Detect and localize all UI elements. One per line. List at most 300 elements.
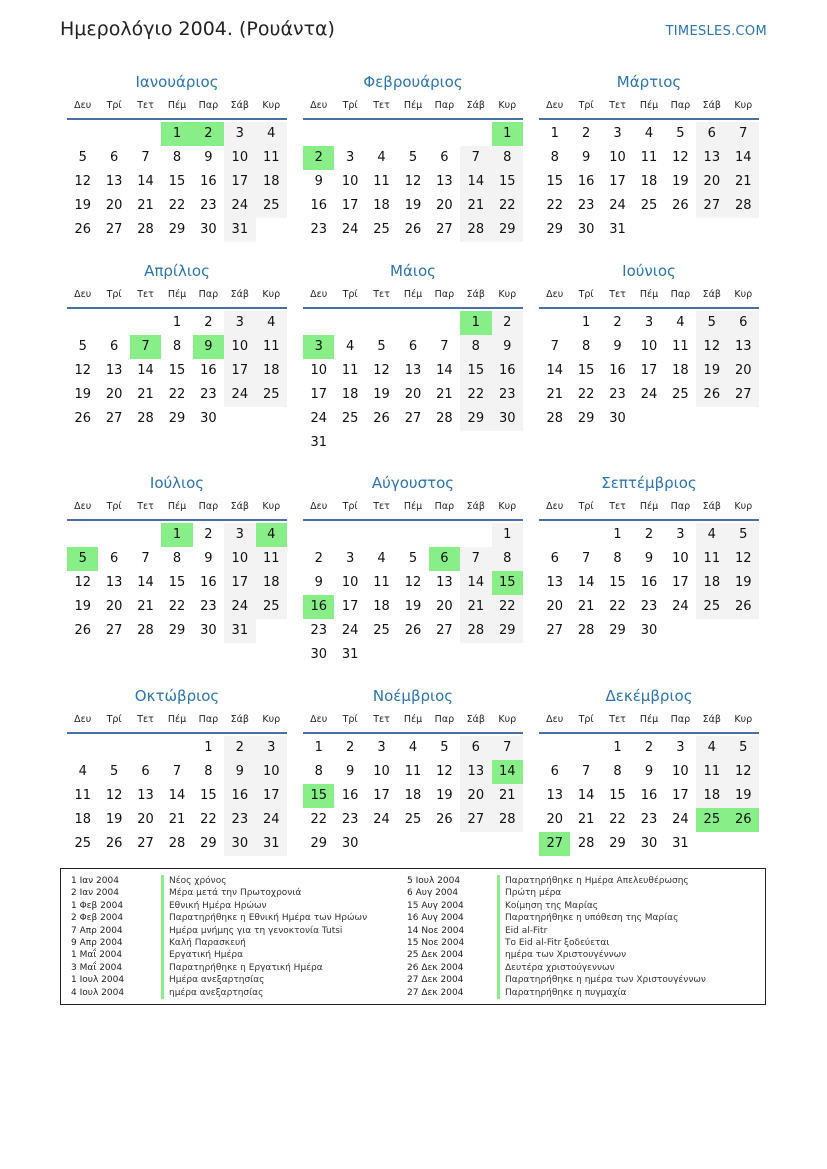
day-cell: 24 <box>672 812 689 827</box>
week-row <box>539 547 759 571</box>
day-cell: 26 <box>728 808 759 832</box>
day-cell: 19 <box>74 599 91 614</box>
day-cell: 9 <box>193 335 224 359</box>
holiday-date: 25 Δεκ 2004 <box>407 950 464 961</box>
day-cell: 27 <box>404 411 422 426</box>
weekday-header <box>539 495 759 521</box>
weekday-label: Τετ <box>137 501 154 512</box>
empty-cell <box>366 643 397 667</box>
day-cell: 30 <box>200 623 217 638</box>
day-cell: 14 <box>436 363 453 378</box>
day-cell: 15 <box>609 575 626 590</box>
day-cell: 5 <box>78 150 87 165</box>
day-cell: 27 <box>105 411 123 426</box>
day-cell: 3 <box>644 315 654 330</box>
week-row <box>303 146 523 170</box>
holiday-name: Δευτέρα χριστούγεννων <box>497 962 615 974</box>
day-cell: 2 <box>644 527 654 542</box>
month-calendar <box>67 471 287 643</box>
week-row <box>303 194 523 218</box>
day-cell: 13 <box>436 174 453 189</box>
day-cell: 22 <box>168 387 186 402</box>
day-cell: 15 <box>492 170 523 194</box>
day-cell: 6 <box>141 764 150 779</box>
day-cell: 5 <box>78 339 87 354</box>
day-cell: 15 <box>303 784 334 808</box>
day-cell: 1 <box>161 523 192 547</box>
day-cell: 25 <box>672 387 689 402</box>
month-name: Μάρτιος <box>616 73 682 91</box>
day-cell: 7 <box>130 335 161 359</box>
holiday-row <box>407 887 706 899</box>
day-cell: 5 <box>408 551 418 566</box>
empty-cell <box>665 407 696 431</box>
empty-cell <box>397 832 428 856</box>
day-cell: 29 <box>168 623 186 638</box>
day-cell: 11 <box>341 363 359 378</box>
holiday-name: Παρατηρήθηκε η Εργατική Ημέρα <box>161 962 323 974</box>
weekday-label: Δευ <box>74 501 92 512</box>
day-cell: 5 <box>109 764 119 779</box>
day-cell: 21 <box>137 599 154 614</box>
holiday-name: Κοίμηση της Μαρίας <box>497 900 598 912</box>
empty-cell <box>460 431 491 455</box>
week-row <box>539 194 759 218</box>
day-cell: 23 <box>310 222 327 237</box>
day-cell: 3 <box>377 740 386 755</box>
day-cell: 16 <box>200 174 217 189</box>
weekday-header <box>303 94 523 120</box>
weekday-label: Τρί <box>578 714 594 725</box>
weekday-label: Κυρ <box>498 714 517 725</box>
day-cell: 13 <box>546 575 563 590</box>
day-cell: 24 <box>341 623 359 638</box>
day-cell: 14 <box>168 788 186 803</box>
week-row <box>67 832 287 856</box>
weekday-label: Παρ <box>434 501 455 512</box>
holiday-date: 26 Δεκ 2004 <box>407 962 464 973</box>
empty-cell <box>696 407 727 431</box>
day-cell: 16 <box>492 359 523 383</box>
day-cell: 30 <box>200 222 217 237</box>
day-cell: 24 <box>341 222 359 237</box>
day-cell: 24 <box>310 411 327 426</box>
day-cell: 25 <box>256 383 287 407</box>
week-row <box>67 122 287 146</box>
day-cell: 26 <box>672 198 689 213</box>
empty-cell <box>256 218 287 242</box>
day-cell: 10 <box>672 551 689 566</box>
day-cell: 16 <box>224 784 255 808</box>
weekday-label: Τετ <box>373 289 390 300</box>
weekday-label: Παρ <box>670 714 691 725</box>
day-cell: 13 <box>696 146 727 170</box>
weekday-label: Δευ <box>310 100 328 111</box>
holiday-name: Μέρα μετά την Πρωτοχρονιά <box>161 887 301 899</box>
empty-cell <box>303 311 334 335</box>
week-row <box>303 736 523 760</box>
day-cell: 30 <box>310 647 327 662</box>
day-cell: 4 <box>696 523 727 547</box>
month-name: Απρίλιος <box>144 262 210 280</box>
day-cell: 19 <box>74 198 91 213</box>
empty-cell <box>397 643 428 667</box>
weekday-label: Παρ <box>198 501 219 512</box>
day-cell: 25 <box>256 595 287 619</box>
empty-cell <box>334 311 365 335</box>
day-cell: 29 <box>492 619 523 643</box>
weekday-label: Πέμ <box>167 289 187 300</box>
day-cell: 11 <box>256 335 287 359</box>
day-cell: 8 <box>581 339 591 354</box>
week-row <box>67 407 287 431</box>
week-row <box>303 359 523 383</box>
holiday-row <box>407 900 706 912</box>
day-cell: 15 <box>577 363 595 378</box>
day-cell: 21 <box>168 812 186 827</box>
weekday-label: Πέμ <box>403 501 423 512</box>
empty-cell <box>161 736 192 760</box>
day-cell: 27 <box>436 222 453 237</box>
day-cell: 24 <box>256 808 287 832</box>
day-cell: 20 <box>436 599 453 614</box>
weekday-label: Τρί <box>106 100 122 111</box>
day-cell: 1 <box>581 315 591 330</box>
weekday-header <box>67 708 287 734</box>
day-cell: 5 <box>67 547 98 571</box>
day-cell: 18 <box>256 571 287 595</box>
weekday-header <box>67 94 287 120</box>
week-row <box>67 571 287 595</box>
month-name: Σεπτέμβριος <box>601 474 697 492</box>
day-cell: 29 <box>200 836 217 851</box>
weekday-label: Πέμ <box>639 100 659 111</box>
month-name: Αύγουστος <box>371 474 455 492</box>
holiday-date: 5 Ιουλ 2004 <box>407 876 461 886</box>
day-cell: 9 <box>492 335 523 359</box>
day-cell: 4 <box>377 150 386 165</box>
day-cell: 14 <box>577 575 595 590</box>
weekday-label: Τρί <box>106 289 122 300</box>
empty-cell <box>429 643 460 667</box>
day-cell: 1 <box>460 311 491 335</box>
day-cell: 20 <box>728 359 759 383</box>
day-cell: 6 <box>109 150 119 165</box>
day-cell: 9 <box>613 339 622 354</box>
day-cell: 11 <box>256 547 287 571</box>
day-cell: 1 <box>172 315 182 330</box>
day-cell: 13 <box>137 788 154 803</box>
month-calendar <box>539 259 759 431</box>
day-cell: 5 <box>728 736 759 760</box>
weekday-label: Παρ <box>434 100 455 111</box>
day-cell: 8 <box>172 339 182 354</box>
holiday-name: ημέρα των Χριστουγέννων <box>497 949 626 961</box>
day-cell: 30 <box>577 222 595 237</box>
day-cell: 6 <box>696 122 727 146</box>
weekday-label: Τρί <box>342 100 358 111</box>
day-cell: 4 <box>696 736 727 760</box>
week-row <box>303 547 523 571</box>
holiday-date: 9 Απρ 2004 <box>71 937 123 948</box>
week-row <box>303 170 523 194</box>
empty-cell <box>303 122 334 146</box>
day-cell: 22 <box>168 599 186 614</box>
holiday-name: Παρατηρήθηκε η υπόθεση της Μαρίας <box>497 912 678 924</box>
empty-cell <box>67 311 98 335</box>
week-row <box>303 643 523 667</box>
holiday-date: 1 Ιαν 2004 <box>71 876 119 886</box>
day-cell: 26 <box>74 222 91 237</box>
holiday-list <box>60 868 766 1005</box>
weekday-label: Πέμ <box>639 501 659 512</box>
day-cell: 15 <box>168 363 186 378</box>
day-cell: 11 <box>373 575 390 590</box>
week-row <box>67 736 287 760</box>
empty-cell <box>224 407 255 431</box>
day-cell: 17 <box>373 788 390 803</box>
empty-cell <box>397 122 428 146</box>
day-cell: 27 <box>546 623 563 638</box>
holiday-date: 3 Μαΐ 2004 <box>71 962 123 973</box>
day-cell: 25 <box>404 812 422 827</box>
month-calendar <box>303 471 523 667</box>
day-cell: 4 <box>256 311 287 335</box>
site-link[interactable]: TIMESLES.COM <box>665 24 767 39</box>
day-cell: 8 <box>172 150 182 165</box>
weekday-label: Τετ <box>609 100 626 111</box>
weekday-label: Τρί <box>578 100 594 111</box>
day-cell: 13 <box>105 363 123 378</box>
day-cell: 15 <box>200 788 217 803</box>
day-cell: 24 <box>373 812 390 827</box>
day-cell: 5 <box>696 311 727 335</box>
week-row <box>303 832 523 856</box>
day-cell: 9 <box>314 174 323 189</box>
weekday-label: Τετ <box>137 714 154 725</box>
day-cell: 29 <box>460 407 491 431</box>
day-cell: 31 <box>224 619 255 643</box>
day-cell: 7 <box>172 764 182 779</box>
holiday-row <box>71 875 367 887</box>
day-cell: 7 <box>550 339 559 354</box>
empty-cell <box>633 407 664 431</box>
weekday-label: Τρί <box>342 501 358 512</box>
weekday-label: Κυρ <box>498 100 517 111</box>
day-cell: 6 <box>109 339 119 354</box>
week-row <box>539 383 759 407</box>
holiday-row <box>71 937 367 949</box>
weekday-label: Τετ <box>373 100 390 111</box>
day-cell: 20 <box>137 812 154 827</box>
day-cell: 21 <box>137 387 154 402</box>
day-cell: 22 <box>492 595 523 619</box>
empty-cell <box>130 311 161 335</box>
empty-cell <box>728 832 759 856</box>
empty-cell <box>539 736 570 760</box>
day-cell: 28 <box>137 222 154 237</box>
day-cell: 29 <box>609 623 626 638</box>
weekday-label: Παρ <box>434 714 455 725</box>
day-cell: 12 <box>74 363 91 378</box>
weekday-label: Σάβ <box>466 714 485 725</box>
day-cell: 28 <box>492 808 523 832</box>
week-row <box>303 335 523 359</box>
weekday-label: Σάβ <box>466 100 485 111</box>
day-cell: 18 <box>373 198 390 213</box>
day-cell: 25 <box>341 411 359 426</box>
day-cell: 28 <box>436 411 453 426</box>
day-cell: 13 <box>460 760 491 784</box>
week-row <box>539 311 759 335</box>
week-row <box>539 335 759 359</box>
day-cell: 13 <box>105 575 123 590</box>
day-cell: 19 <box>436 788 453 803</box>
day-cell: 7 <box>581 764 591 779</box>
day-cell: 20 <box>460 784 491 808</box>
day-cell: 2 <box>644 740 654 755</box>
day-cell: 1 <box>492 523 523 547</box>
day-cell: 14 <box>137 363 154 378</box>
day-cell: 12 <box>74 575 91 590</box>
week-row <box>539 218 759 242</box>
day-cell: 17 <box>672 575 689 590</box>
day-cell: 6 <box>440 150 449 165</box>
day-cell: 10 <box>373 764 390 779</box>
holiday-name: Πρώτη μέρα <box>497 887 561 899</box>
day-cell: 30 <box>640 623 658 638</box>
weekday-label: Κυρ <box>262 714 281 725</box>
month-calendar <box>303 70 523 242</box>
day-cell: 24 <box>224 383 255 407</box>
day-cell: 10 <box>609 150 626 165</box>
day-cell: 31 <box>310 435 327 450</box>
weekday-label: Τετ <box>373 714 390 725</box>
day-cell: 17 <box>224 170 255 194</box>
day-cell: 2 <box>303 146 334 170</box>
day-cell: 17 <box>341 599 359 614</box>
empty-cell <box>492 431 523 455</box>
day-cell: 22 <box>168 198 186 213</box>
empty-cell <box>492 643 523 667</box>
holiday-row <box>71 949 367 961</box>
day-cell: 31 <box>256 832 287 856</box>
weekday-label: Τετ <box>137 289 154 300</box>
weekday-label: Σάβ <box>702 714 721 725</box>
weekday-header <box>67 495 287 521</box>
day-cell: 6 <box>728 311 759 335</box>
week-row <box>539 619 759 643</box>
day-cell: 23 <box>224 808 255 832</box>
day-cell: 19 <box>696 359 727 383</box>
day-cell: 24 <box>609 198 626 213</box>
day-cell: 12 <box>696 335 727 359</box>
day-cell: 14 <box>546 363 563 378</box>
weekday-label: Σάβ <box>230 289 249 300</box>
day-cell: 10 <box>310 363 327 378</box>
day-cell: 16 <box>341 788 359 803</box>
day-cell: 15 <box>546 174 563 189</box>
holiday-row <box>71 962 367 974</box>
day-cell: 7 <box>581 551 591 566</box>
empty-cell <box>67 122 98 146</box>
empty-cell <box>98 736 129 760</box>
weekday-label: Δευ <box>546 714 564 725</box>
empty-cell <box>460 832 491 856</box>
day-cell: 30 <box>609 411 626 426</box>
day-cell: 17 <box>341 198 359 213</box>
day-cell: 28 <box>137 623 154 638</box>
day-cell: 17 <box>224 359 255 383</box>
day-cell: 4 <box>256 122 287 146</box>
day-cell: 16 <box>577 174 595 189</box>
day-cell: 17 <box>609 174 626 189</box>
empty-cell <box>67 523 98 547</box>
day-cell: 29 <box>492 218 523 242</box>
day-cell: 29 <box>168 222 186 237</box>
day-cell: 7 <box>460 547 491 571</box>
day-cell: 16 <box>640 575 658 590</box>
day-cell: 5 <box>728 523 759 547</box>
day-cell: 11 <box>696 760 727 784</box>
weekday-label: Παρ <box>198 289 219 300</box>
day-cell: 14 <box>460 170 491 194</box>
weekday-label: Σάβ <box>702 100 721 111</box>
weekday-label: Σάβ <box>466 289 485 300</box>
holiday-row <box>407 962 706 974</box>
day-cell: 16 <box>609 363 626 378</box>
day-cell: 5 <box>676 126 685 141</box>
weekday-label: Δευ <box>74 100 92 111</box>
week-row <box>303 595 523 619</box>
holiday-name: Παρατηρήθηκε η πυγμαχία <box>497 987 626 999</box>
day-cell: 11 <box>256 146 287 170</box>
day-cell: 23 <box>341 812 359 827</box>
holiday-name: Eid al-Fitr <box>497 925 547 937</box>
day-cell: 14 <box>492 760 523 784</box>
empty-cell <box>429 122 460 146</box>
empty-cell <box>130 523 161 547</box>
empty-cell <box>130 736 161 760</box>
day-cell: 9 <box>345 764 355 779</box>
day-cell: 6 <box>408 339 418 354</box>
day-cell: 2 <box>345 740 355 755</box>
day-cell: 24 <box>640 387 658 402</box>
week-row <box>303 571 523 595</box>
month-name: Ιούνιος <box>622 262 676 280</box>
day-cell: 29 <box>546 222 563 237</box>
day-cell: 2 <box>193 122 224 146</box>
day-cell: 18 <box>256 170 287 194</box>
week-row <box>67 808 287 832</box>
week-row <box>303 431 523 455</box>
day-cell: 25 <box>640 198 658 213</box>
day-cell: 26 <box>404 222 422 237</box>
day-cell: 8 <box>492 547 523 571</box>
day-cell: 18 <box>696 784 727 808</box>
week-row <box>67 218 287 242</box>
day-cell: 22 <box>200 812 217 827</box>
day-cell: 9 <box>204 150 213 165</box>
day-cell: 2 <box>204 527 213 542</box>
day-cell: 1 <box>550 126 559 141</box>
day-cell: 30 <box>200 411 217 426</box>
day-cell: 25 <box>373 623 390 638</box>
day-cell: 18 <box>404 788 422 803</box>
holiday-row <box>407 912 706 924</box>
month-name: Μάιος <box>390 262 436 280</box>
day-cell: 15 <box>492 571 523 595</box>
